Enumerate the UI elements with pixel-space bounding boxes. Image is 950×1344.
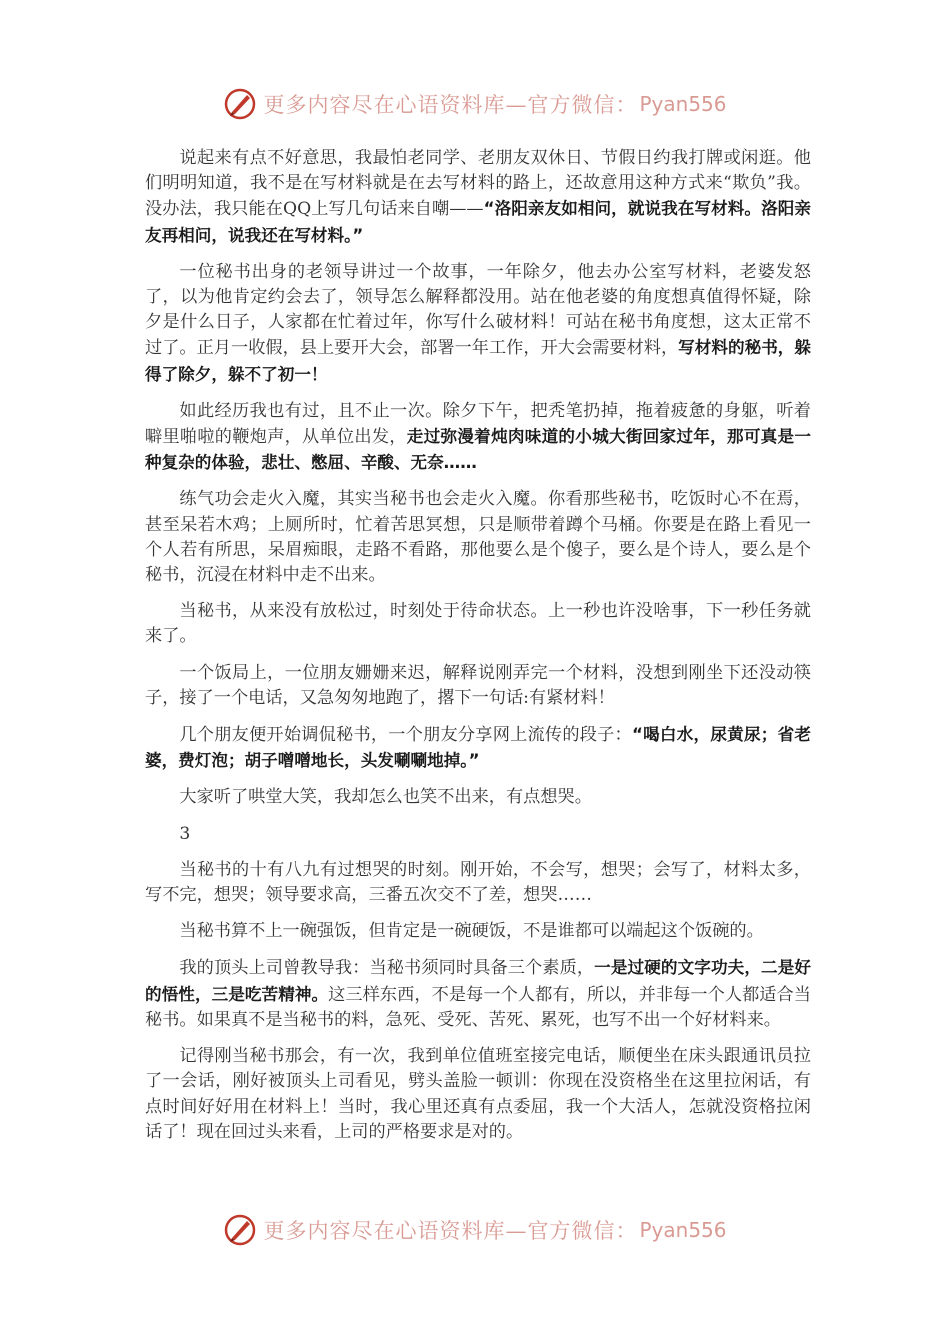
paragraph-text: 一位秘书出身的老领导讲过一个故事，一年除夕，他去办公室写材料，老婆发怒了，以为他肯定约会去了，领导怎么解释都没用。站在他老婆的角度想真值得怀疑，除夕是什么日子，人家都在忙着过年，你写什么破材料！可站在秘书角度想，这太正常不过了。正月一收假，县上要开大会，部署一年工作，开大会需要材料，: [145, 261, 811, 359]
emphasis-text: 写材料的秘书，躲得了除夕，躲不了初一！: [145, 338, 811, 384]
paragraph-text: 大家听了哄堂大笑，我却怎么也笑不出来，有点想哭。: [179, 787, 592, 808]
paragraph: [145, 1044, 811, 1145]
paragraph: [145, 822, 811, 847]
emphasis-text: 走过弥漫着炖肉味道的小城大街回家过年，那可真是一种复杂的体验，悲壮、憋屈、辛酸、无奈……: [145, 427, 811, 473]
paragraph: [145, 146, 811, 249]
paragraph-text: 说起来有点不好意思，我最怕老同学、老朋友双休日、节假日约我打牌或闲逛。他们明明知道，我不是在写材料就是在去写材料的路上，还故意用这种方式来“欺负”我。没办法，我只能在QQ上写几句话来自嘲——: [145, 148, 811, 220]
paragraph-text: 当秘书算不上一碗强饭，但肯定是一碗硬饭，不是谁都可以端起这个饭碗的。: [179, 921, 764, 942]
paragraph-text: 3: [179, 823, 191, 844]
paragraph-text: 一个饭局上，一位朋友姗姗来迟，解释说刚弄完一个材料，没想到刚坐下还没动筷子，接了一个电话，又急匆匆地跑了，撂下一句话:有紧材料！: [145, 662, 811, 708]
footer-banner: [0, 1208, 950, 1252]
paragraph-text: 当秘书的十有八九有过想哭的时刻。刚开始，不会写，想哭；会写了，材料太多，写不完，想哭；领导要求高，三番五次交不了差，想哭……: [145, 859, 811, 906]
emphasis-text: “洛阳亲友如相问，就说我在写材料。洛阳亲友再相问，说我还在写材料。”: [145, 199, 811, 245]
paragraph-text: 如此经历我也有过，且不止一次。除夕下午，把秃笔扔掉，拖着疲惫的身躯，听着噼里啪啦的鞭炮声，从单位出发，: [145, 400, 811, 448]
paragraph-text: 记得刚当秘书那会，有一次，我到单位值班室接完电话，顺便坐在床头跟通讯员拉了一会话，刚好被顶头上司看见，劈头盖脸一顿训：你现在没资格坐在这里拉闲话，有点时间好好用在材料上！当时，我心里还真有点委屈，我一个大活人，怎就没资格拉闲话了！现在回过头来看，上司的严格要求是对的。: [145, 1046, 811, 1142]
paragraph: [145, 955, 811, 1033]
paragraph-text: 几个朋友便开始调侃秘书，一个朋友分享网上流传的段子：: [179, 725, 632, 746]
paragraph: [145, 599, 811, 649]
emphasis-text: “喝白水，尿黄尿；省老婆，费灯泡；胡子噌噌地长，头发唰唰地掉。”: [145, 725, 811, 771]
footer-banner-text: 更多内容尽在心语资料库—官方微信：: [263, 1219, 638, 1243]
paragraph-text: 我的顶头上司曾教导我：当秘书须同时具备三个素质，: [179, 958, 595, 979]
header-wechat-id: Pyan556: [639, 92, 727, 116]
paragraph-text: 练气功会走火入魔，其实当秘书也会走火入魔。你看那些秘书，吃饭时心不在焉，甚至呆若木鸡；上厕所时，忙着苦思冥想，只是顺带着蹲个马桶。你要是在路上看见一个人若有所思，呆眉痴眼，走路不看路，那他要么是个傻子，要么是个诗人，要么是个秘书，沉浸在材料中走不出来。: [145, 489, 811, 586]
header-banner-text: 更多内容尽在心语资料库—官方微信：: [263, 93, 638, 117]
emphasis-text: 一是过硬的文字功夫，二是好的悟性，三是吃苦精神。: [145, 958, 811, 1004]
paragraph-text: 当秘书，从来没有放松过，时刻处于待命状态。上一秒也许没啥事，下一秒任务就来了。: [145, 601, 811, 647]
article-body: [145, 146, 811, 1156]
pen-logo-icon: [223, 1213, 257, 1247]
footer-wechat-id: Pyan556: [639, 1218, 727, 1242]
paragraph: [145, 260, 811, 388]
paragraph: [145, 785, 811, 810]
paragraph: [145, 858, 811, 908]
paragraph: [145, 919, 811, 944]
paragraph: [145, 661, 811, 711]
paragraph-text: 这三样东西，不是每一个人都有，所以，并非每一个人都适合当秘书。如果真不是当秘书的料，急死、受死、苦死、累死，也写不出一个好材料来。: [145, 984, 811, 1030]
paragraph: [145, 722, 811, 774]
paragraph: [145, 487, 811, 588]
pen-logo-icon: [223, 87, 257, 121]
paragraph: [145, 399, 811, 477]
header-banner: [0, 82, 950, 126]
